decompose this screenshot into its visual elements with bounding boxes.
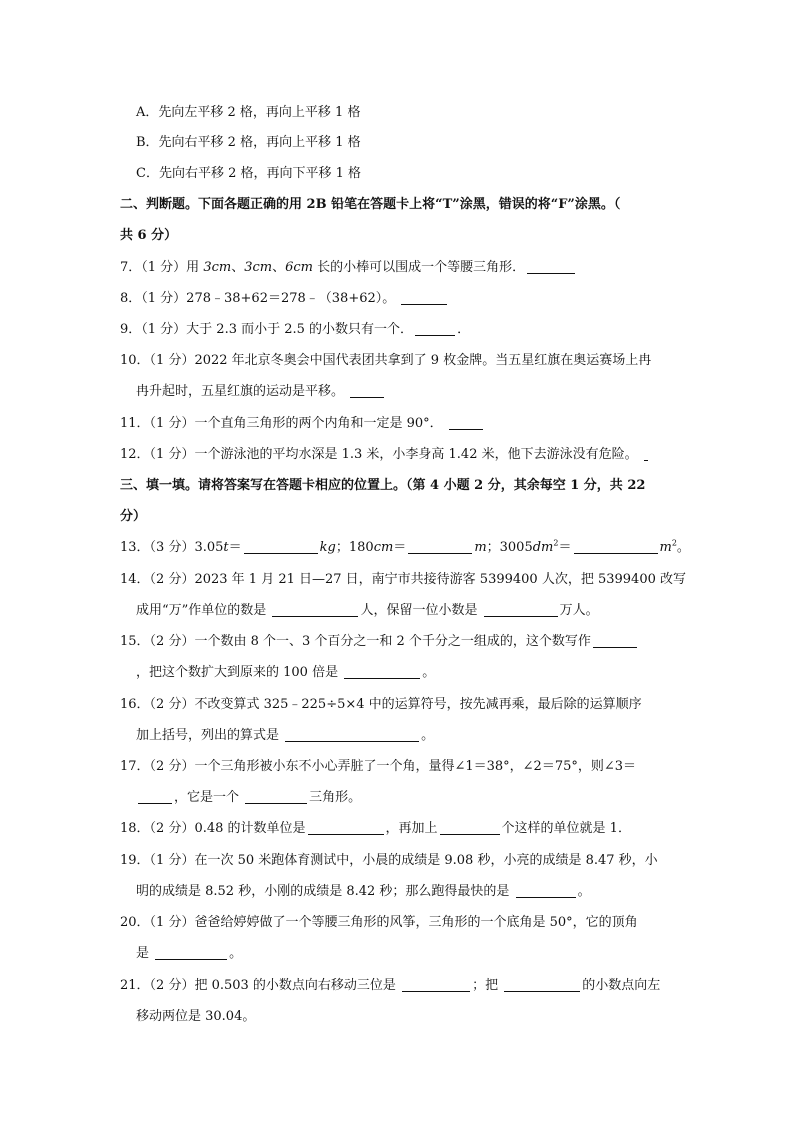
q17-part-a: ，它是一个 [174, 790, 244, 805]
option-b: B．先向右平移 2 格，再向上平移 1 格 [136, 135, 361, 150]
q13-eq1: ＝ [228, 540, 242, 555]
q9-tail: ． [457, 322, 471, 337]
q18-part-c: 个这样的单位就是 1． [501, 821, 631, 836]
question-21 [120, 976, 660, 996]
answer-blank[interactable] [402, 977, 470, 992]
question-7 [120, 258, 577, 278]
q13-end: 。 [676, 540, 690, 555]
q13-eq3: ＝ [558, 540, 572, 555]
answer-blank[interactable] [593, 633, 637, 648]
unit-m: m [474, 540, 487, 555]
question-17: 17．（2 分）一个三角形被小东不小心弄脏了一个角，量得∠1＝38°，∠2＝75°，则∠3＝ [120, 759, 637, 774]
q13-num: 13．（3 分）3.05 [120, 540, 224, 555]
answer-blank[interactable] [484, 602, 558, 617]
q15-part-a: ，把这个数扩大到原来的 100 倍是 [136, 665, 343, 680]
question-20-cont [136, 944, 242, 964]
superscript-2: 2 [553, 538, 559, 548]
question-14-cont [136, 601, 599, 621]
question-19-cont [136, 882, 591, 902]
answer-blank[interactable] [138, 789, 172, 804]
q14-part-c: 万人。 [559, 603, 599, 618]
answer-blank[interactable] [308, 820, 384, 835]
answer-blank[interactable] [415, 321, 455, 336]
answer-blank[interactable] [245, 789, 307, 804]
q13-part2: ；180 [335, 540, 374, 555]
answer-blank[interactable] [401, 290, 447, 305]
q18-part-a: 18．（2 分）0.48 的计数单位是 [120, 821, 306, 836]
answer-blank[interactable] [285, 727, 419, 742]
q10-line2: 冉升起时，五星红旗的运动是平移。 [136, 384, 345, 399]
q15-line1: 15．（2 分）一个数由 8 个一、3 个百分之一和 2 个千分之一组成的，这个数写作 [120, 634, 591, 649]
section-3-title: 三、填一填。请将答案写在答题卡相应的位置上。（第 4 小题 2 分，其余每空 1 分，共 22 [120, 478, 646, 493]
q7-sep2: 、 [272, 260, 286, 275]
unit-t: t [223, 540, 229, 555]
q16-part-a: 加上括号，列出的算式是 [136, 728, 284, 743]
q8-text: 8．（1 分）278﹣38+62＝278﹣（38+62）。 [120, 291, 396, 306]
question-14: 14．（2 分）2023 年 1 月 21 日—27 日，南宁市共接待游客 5399400 人次，把 5399400 改写 [120, 572, 687, 587]
answer-blank[interactable] [504, 977, 580, 992]
section-2-title: 二、判断题。下面各题正确的用 2B 铅笔在答题卡上将“T”涂黑，错误的将“F”涂黑。（ [120, 197, 621, 212]
answer-blank[interactable] [574, 539, 658, 554]
answer-blank[interactable] [350, 383, 384, 398]
question-21-cont: 移动两位是 30.04。 [136, 1009, 256, 1024]
q12-text: 12．（1 分）一个游泳池的平均水深是 1.3 米，小李身高 1.42 米，他下去游泳没有危险。 [120, 447, 638, 462]
q7-sep1: 、 [231, 260, 245, 275]
question-13 [120, 538, 690, 558]
question-16: 16．（2 分）不改变算式 325﹣225÷5×4 中的运算符号，按先减再乘，最后除的运算顺序 [120, 697, 642, 712]
question-12 [120, 445, 650, 465]
q20-part-a: 是 [136, 946, 154, 961]
option-a: A．先向左平移 2 格，再向上平移 1 格 [136, 105, 361, 120]
answer-blank[interactable] [344, 664, 420, 679]
q7-rest: 长的小棒可以围成一个等腰三角形． [313, 260, 526, 275]
q11-text: 11．（1 分）一个直角三角形的两个内角和一定是 90°． [120, 416, 443, 431]
q21-part-c: 的小数点向左 [582, 978, 661, 993]
q17-part-b: 三角形。 [309, 790, 362, 805]
superscript-2: 2 [671, 538, 677, 548]
q13-eq2: ＝ [393, 540, 407, 555]
answer-blank[interactable] [272, 602, 358, 617]
q9-text: 9．（1 分）大于 2.3 而小于 2.5 的小数只有一个． [120, 322, 414, 337]
unit-dm: dm [532, 540, 554, 555]
section-3-title-cont: 分） [120, 509, 147, 524]
q13-part3: ；3005 [486, 540, 533, 555]
question-15-cont [136, 663, 435, 683]
q7-len1: 3cm [203, 260, 232, 275]
q7-num: 7．（1 分）用 [120, 260, 204, 275]
answer-blank[interactable] [155, 945, 227, 960]
answer-blank[interactable] [440, 820, 500, 835]
unit-kg: kg [319, 540, 336, 555]
option-c: C．先向右平移 2 格，再向下平移 1 格 [136, 166, 362, 181]
q19-part-a: 明的成绩是 8.52 秒，小刚的成绩是 8.42 秒；那么跑得最快的是 [136, 884, 514, 899]
question-9 [120, 320, 470, 340]
question-11 [120, 414, 485, 434]
question-10-cont [136, 382, 386, 402]
answer-blank[interactable] [516, 883, 576, 898]
question-17-cont [136, 788, 361, 808]
q14-part-a: 成用“万”作单位的数是 [136, 603, 271, 618]
unit-m2: m [659, 540, 672, 555]
section-2-title-cont: 共 6 分） [120, 228, 178, 243]
answer-blank[interactable] [244, 539, 318, 554]
question-8 [120, 289, 449, 309]
answer-blank[interactable] [644, 446, 648, 461]
q7-len3: 6cm [285, 260, 314, 275]
q16-part-b: 。 [421, 728, 435, 743]
q21-part-a: 21．（2 分）把 0.503 的小数点向右移动三位是 [120, 978, 401, 993]
q7-len2: 3cm [244, 260, 273, 275]
q19-part-b: 。 [577, 884, 591, 899]
q14-part-b: 人，保留一位小数是 [360, 603, 482, 618]
q21-part-b: ；把 [472, 978, 503, 993]
q15-part-b: 。 [422, 665, 436, 680]
q18-part-b: ，再加上 [385, 821, 438, 836]
question-16-cont [136, 726, 434, 746]
q20-part-b: 。 [229, 946, 243, 961]
question-19: 19．（1 分）在一次 50 米跑体育测试中，小晨的成绩是 9.08 秒，小亮的成绩是 8.47 秒，小 [120, 853, 658, 868]
question-10: 10．（1 分）2022 年北京冬奥会中国代表团共拿到了 9 枚金牌。当五星红旗在奥运赛场上冉 [120, 353, 652, 368]
question-20: 20．（1 分）爸爸给婷婷做了一个等腰三角形的风筝，三角形的一个底角是 50°，它的顶角 [120, 915, 638, 930]
answer-blank[interactable] [449, 415, 483, 430]
unit-cm: cm [373, 540, 394, 555]
question-18 [120, 819, 631, 839]
answer-blank[interactable] [527, 259, 575, 274]
question-15 [120, 632, 639, 652]
answer-blank[interactable] [408, 539, 472, 554]
